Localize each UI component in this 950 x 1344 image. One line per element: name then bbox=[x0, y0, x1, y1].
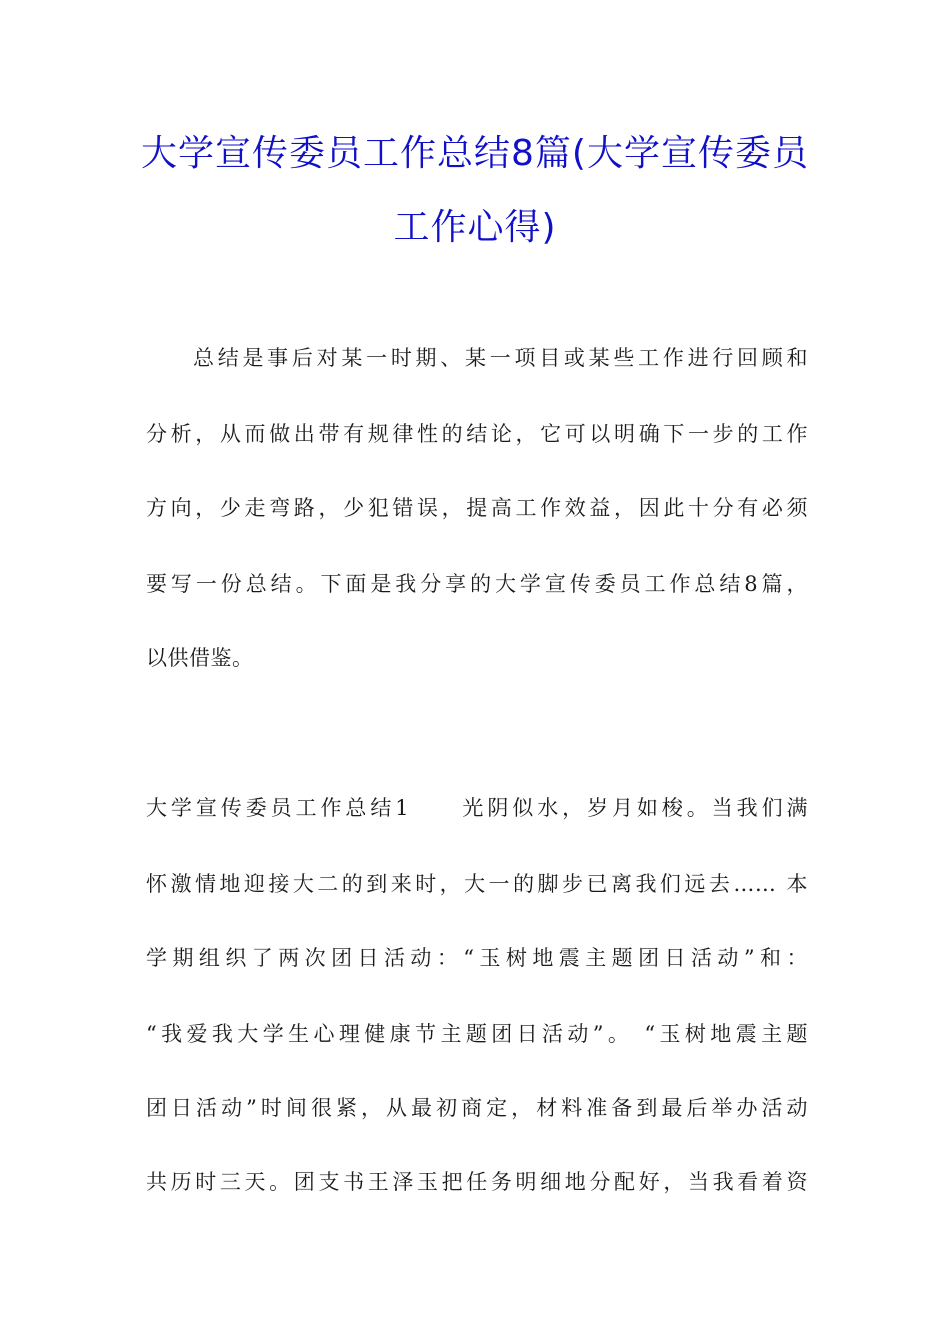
document-title-line-1: 大学宣传委员工作总结8篇(大学宣传委员 bbox=[141, 133, 809, 174]
section1-paragraph-line: “我爱我大学生心理健康节主题团日活动”。 “玉树地震主题 bbox=[146, 1022, 808, 1046]
intro-paragraph-line: 分析，从而做出带有规律性的结论，它可以明确下一步的工作 bbox=[146, 422, 808, 446]
intro-paragraph-line: 总结是事后对某一时期、某一项目或某些工作进行回顾和 bbox=[193, 346, 808, 370]
intro-paragraph-line: 方向，少走弯路，少犯错误，提高工作效益，因此十分有必须 bbox=[146, 496, 808, 520]
section1-paragraph-line: 共历时三天。团支书王泽玉把任务明细地分配好，当我看着资 bbox=[146, 1170, 808, 1194]
section1-paragraph-line: 学期组织了两次团日活动：“玉树地震主题团日活动”和： bbox=[146, 946, 808, 970]
section1-paragraph-line: 大学宣传委员工作总结1 光阴似水，岁月如梭。当我们满 bbox=[146, 796, 808, 820]
section1-paragraph-line: 怀激情地迎接大二的到来时，大一的脚步已离我们远去…… 本 bbox=[146, 872, 808, 896]
section1-paragraph-line: 团日活动”时间很紧，从最初商定，材料准备到最后举办活动 bbox=[146, 1096, 808, 1120]
document-title-line-2: 工作心得) bbox=[393, 207, 557, 248]
intro-paragraph-line: 要写一份总结。下面是我分享的大学宣传委员工作总结8篇， bbox=[146, 572, 808, 596]
intro-paragraph-line: 以供借鉴。 bbox=[146, 646, 254, 670]
